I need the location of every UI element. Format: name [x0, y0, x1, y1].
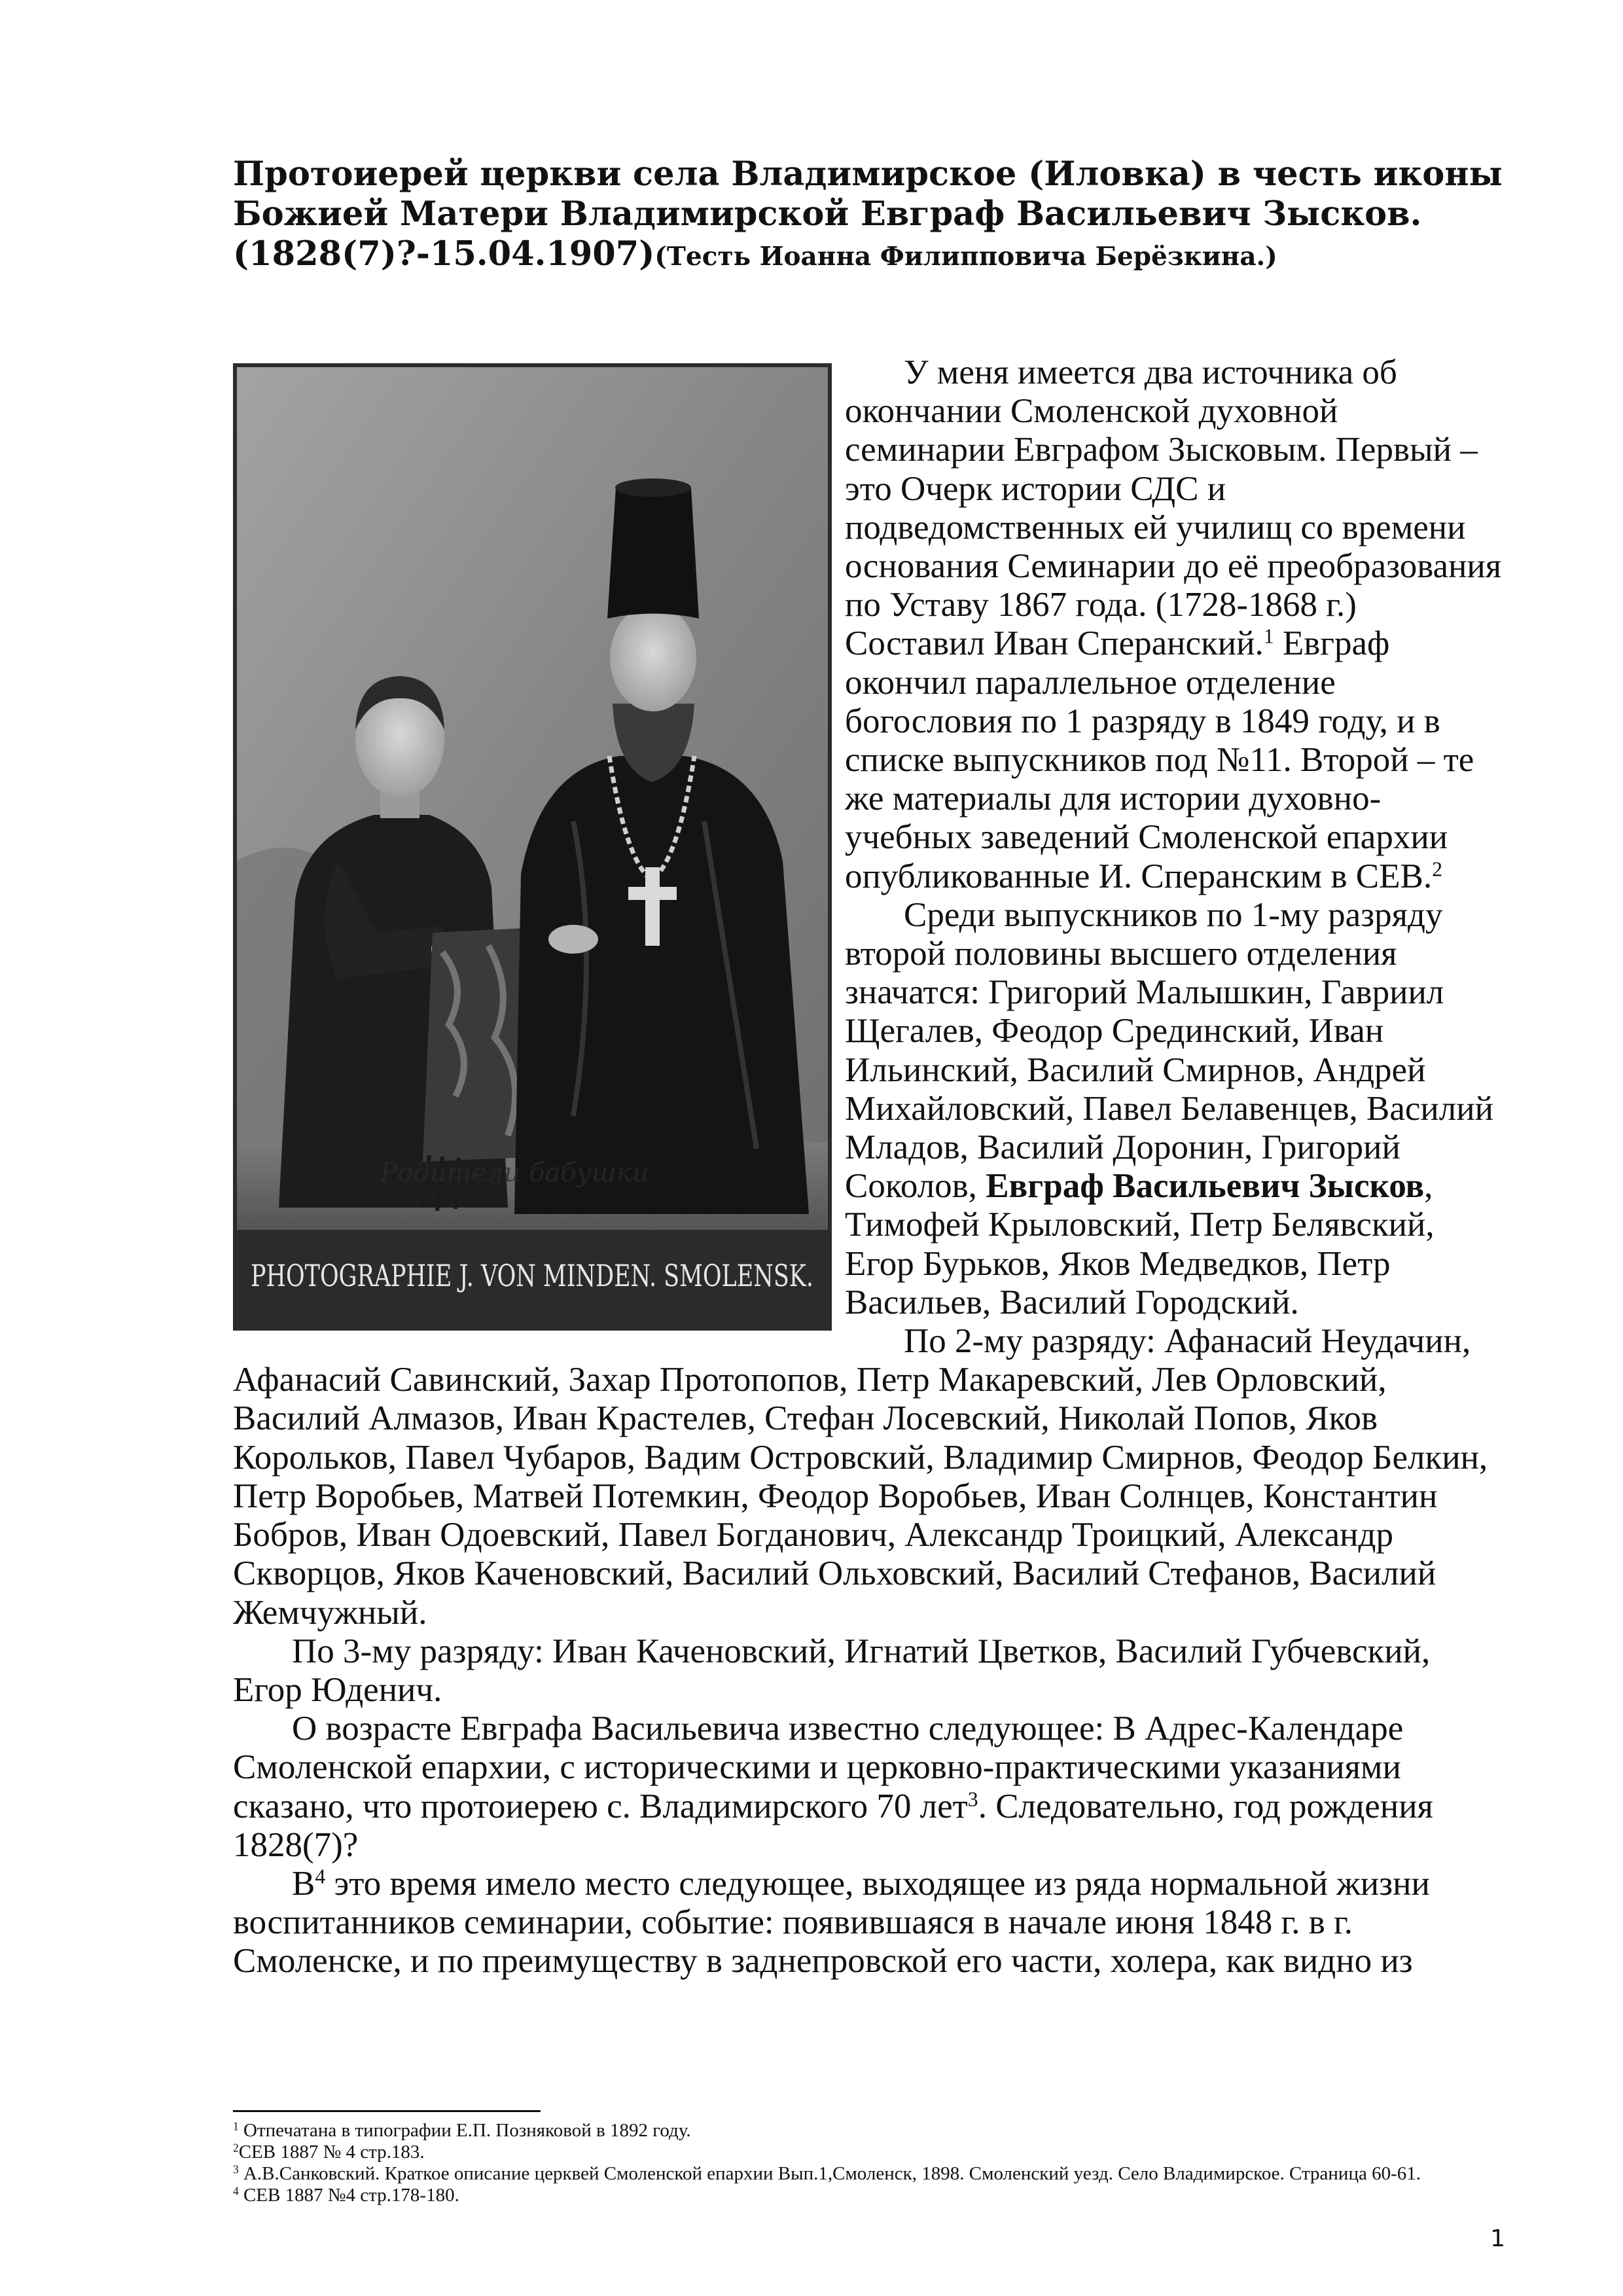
- paragraph-6: $В^4$ это время имело место следующее, выходящее из ряда нормальной жизни воспитанников семинарии, событие: появившаяся в начале июня 1848 г. в г. Смоленске, и по преимуществу в заднепровской его части, холера, как видно из: [233, 1864, 1430, 1981]
- title-subtitle: (Тесть Иоанна Филипповича Берёзкина.): [654, 242, 1277, 272]
- footnote-ref-1[interactable]: 1: [1263, 624, 1274, 648]
- footnote-ref-2[interactable]: 2: [1432, 857, 1442, 881]
- footnote-ref-3[interactable]: 3: [967, 1787, 978, 1811]
- photo-imprint: PHOTOGRAPHIE J. VON MINDEN. SMOLENSK.: [251, 1258, 813, 1293]
- photo-handwriting: Родители бабушки: [380, 1158, 649, 1188]
- paragraph-4: По 3-му разряду: Иван Каченовский, Игнатий Цветков, Василий Губчевский, Егор Юденич.: [233, 1632, 1431, 1709]
- footnote-ref-4[interactable]: 4: [315, 1865, 326, 1888]
- footnotes: [233, 2110, 1503, 2206]
- paragraph-5: О возрасте Евграфа Васильевича известно следующее: В Адрес-Календаре Смоленской епархии, с историческими и церковно-практическими указаниями сказано, что протоиерею с. Владимирского 70 лет$^3$. Следовательно, год рождения 1828(7)?: [233, 1710, 1433, 1864]
- page-number: 1: [1490, 2225, 1505, 2252]
- paragraph-3: По 2-му разряду: Афанасий Неудачин, Афанасий Савинский, Захар Протопопов, Петр Макаревский, Лев Орловский, Василий Алмазов, Иван Крастелев, Стефан Лосевский, Николай Попов, Яков Корольков, Павел Чубаров, Вадим Островский, Владимир Смирнов, Феодор Белкин, Петр Воробьев, Матвей Потемкин, Феодор Воробьев, Иван Солнцев, Константин Бобров, Иван Одоевский, Павел Богданович, Александр Троицкий, Александр Скворцов, Яков Каченовский, Василий Ольховский, Василий Стефанов, Василий Жемчужный.: [233, 1322, 1488, 1632]
- footnote-divider: [233, 2110, 541, 2112]
- footnote-2: $^2$СЕВ 1887 № 4 стр.183.: [233, 2141, 425, 2162]
- footnote-3: $^3$ А.В.Санковский. Краткое описание церквей Смоленской епархии Вып.1,Смоленск, 1898. Смоленский уезд. Село Владимирское. Страница 60-61.: [233, 2162, 1421, 2184]
- portrait-photo: [233, 363, 832, 1331]
- title-main: Протоиерей церкви села Владимирское (Иловка) в честь иконы Божией Матери Владимирской Евграф Васильевич Зысков. (1828(7)?-15.04.1907): [233, 154, 1503, 274]
- portrait-photo-image: [233, 363, 832, 1331]
- document-title: [233, 154, 1516, 277]
- footnote-4: $^4$ СЕВ 1887 №4 стр.178-180.: [233, 2184, 459, 2206]
- paragraph-2: Среди выпускников по 1-му разряду второй половины высшего отделения значатся: Григорий Малышкин, Гавриил Щегалев, Феодор Срединский, Иван Ильинский, Василий Смирнов, Андрей Михайловский, Павел Белавенцев, Василий Младов, Василий Доронин, Григорий Соколов, Евграф Васильевич Зысков, Тимофей Крыловский, Петр Белявский, Егор Бурьков, Яков Медведков, Петр Васильев, Василий Городский.: [845, 895, 1493, 1321]
- paragraph-1: У меня имеется два источника об окончании Смоленской духовной семинарии Евграфом Зысковым. Первый – это Очерк истории СДС и подведомственных ей училищ со времени основания Семинарии до её преобразования по Уставу 1867 года. (1728-1868 г.) Составил Иван Сперанский.$^1$ Евграф окончил параллельное отделение богословия по 1 разряду в 1849 году, и в списке выпускников под №11. Второй – те же материалы для истории духовно-учебных заведений Смоленской епархии опубликованные И. Сперанским в СЕВ.$^2$: [845, 353, 1502, 895]
- highlighted-name: Евграф Васильевич Зысков: [986, 1167, 1425, 1206]
- footnote-1: $^1$ Отпечатана в типографии Е.П. Позняковой в 1892 году.: [233, 2119, 691, 2141]
- body-text: [233, 353, 1503, 1981]
